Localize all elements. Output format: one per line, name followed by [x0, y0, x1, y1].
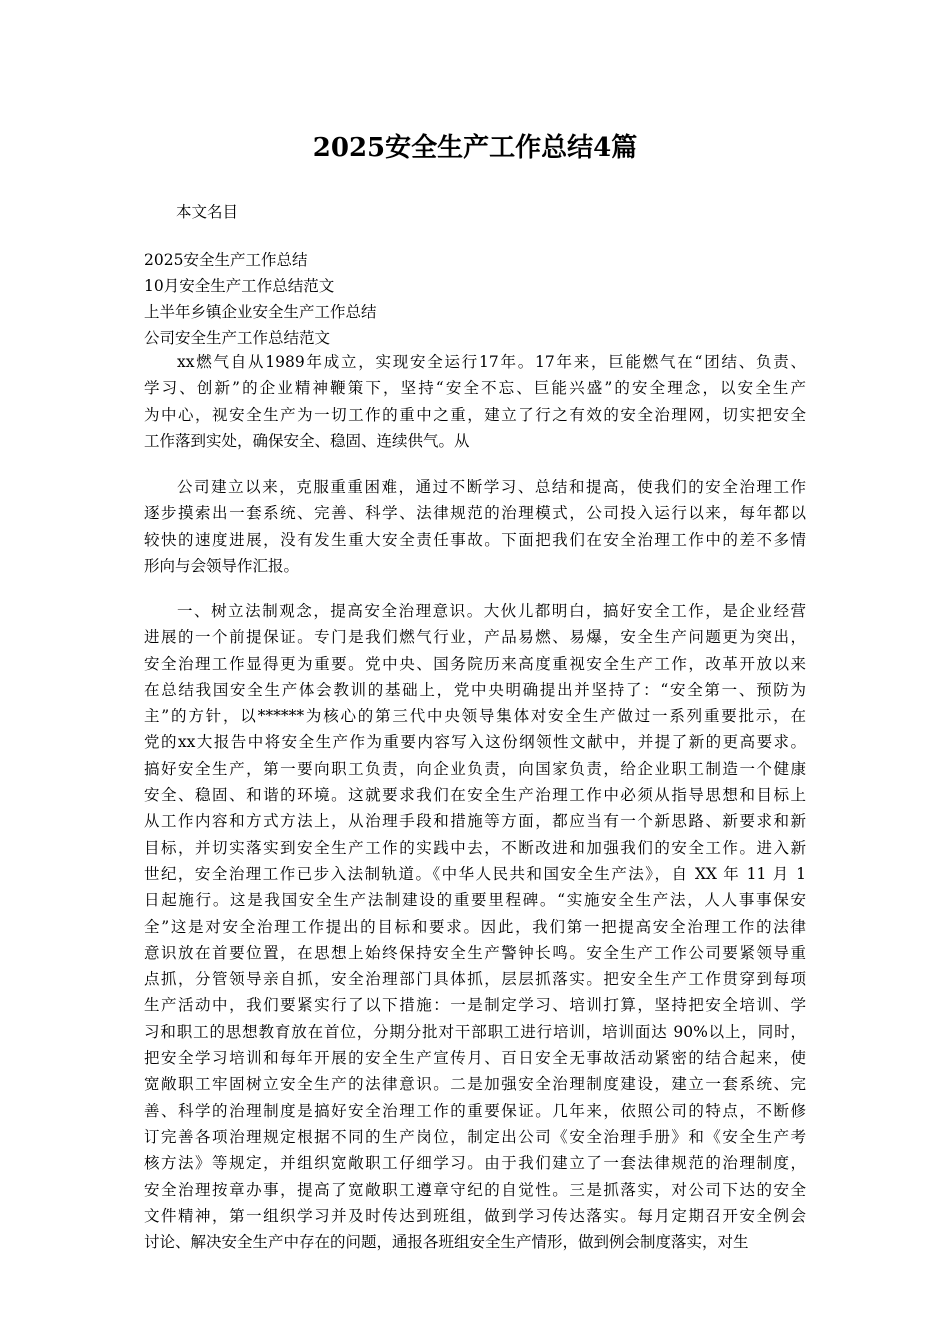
- table-of-contents: [144, 247, 814, 351]
- paragraph-line: 目标，并切实落实到安全生产工作的实践中去，不断改进和加强我们的安全工作。进入新: [144, 838, 806, 857]
- paragraph-line: 订完善各项治理规定根据不同的生产岗位，制定出公司《安全治理手册》和《安全生产考: [144, 1127, 806, 1146]
- paragraph-line: 从工作内容和方式方法上，从治理手段和措施等方面，都应当有一个新思路、新要求和新: [144, 812, 806, 831]
- paragraph-line: 较快的速度进展，没有发生重大安全责任事故。下面把我们在安全治理工作中的差不多情: [144, 530, 806, 549]
- toc-item[interactable]: 10月安全生产工作总结范文: [144, 277, 335, 295]
- paragraph-line: 公司建立以来，克服重重困难，通过不断学习、总结和提高，使我们的安全治理工作: [177, 478, 806, 496]
- paragraph-line: 形向与会领导作汇报。: [144, 556, 300, 575]
- paragraph-line: 安全治理工作显得更为重要。党中央、国务院历来高度重视安全生产工作，改革开放以来: [144, 654, 806, 673]
- paragraph-line: 全”这是对安全治理工作提出的目标和要求。因此，我们第一把提高安全治理工作的法律: [144, 917, 806, 936]
- paragraph-line: 搞好安全生产，第一要向职工负责，向企业负责，向国家负责，给企业职工制造一个健康: [144, 759, 806, 778]
- paragraph-line: 在总结我国安全生产体会教训的基础上，党中央明确提出并坚持了：“安全第一、预防为: [144, 680, 806, 699]
- body-paragraph: [144, 474, 806, 579]
- body-paragraph: [144, 349, 806, 454]
- paragraph-line: 主”的方针，以******为核心的第三代中央领导集体对安全生产做过一系列重要批示，在: [144, 707, 806, 726]
- paragraph-line: 意识放在首要位置，在思想上始终保持安全生产警钟长鸣。安全生产工作公司要紧领导重: [144, 943, 806, 962]
- paragraph-line: 讨论、解决安全生产中存在的问题，通报各班组安全生产情形，做到例会制度落实，对生: [144, 1233, 749, 1252]
- toc-item[interactable]: 公司安全生产工作总结范文: [144, 329, 331, 347]
- paragraph-line: 安全、稳固、和谐的环境。这就要求我们在安全生产治理工作中必须从指导思想和目标上: [144, 786, 806, 805]
- paragraph-line: 一、树立法制观念，提高安全治理意识。大伙儿都明白，搞好安全工作，是企业经营: [177, 602, 806, 620]
- paragraph-line: 逐步摸索出一套系统、完善、科学、法律规范的治理模式，公司投入运行以来，每年都以: [144, 504, 806, 523]
- paragraph-line: 工作落到实处，确保安全、稳固、连续供气。从: [144, 431, 470, 450]
- paragraph-line: 日起施行。这是我国安全生产法制建设的重要里程碑。“实施安全生产法，人人事事保安: [144, 891, 806, 910]
- paragraph-line: 安全治理按章办事，提高了宽敞职工遵章守纪的自觉性。三是抓落实，对公司下达的安全: [144, 1180, 806, 1199]
- toc-label: 本文名目: [176, 203, 239, 221]
- paragraph-line: 党的xx大报告中将安全生产作为重要内容写入这份纲领性文献中，并提了新的更高要求。: [144, 733, 806, 752]
- body-paragraph: [144, 598, 806, 1255]
- paragraph-line: 把安全学习培训和每年开展的安全生产宣传月、百日安全无事故活动紧密的结合起来，使: [144, 1049, 806, 1068]
- paragraph-line: xx燃气自从1989年成立，实现安全运行17年。17年来，巨能燃气在“团结、负责、: [177, 353, 806, 371]
- paragraph-line: 为中心，视安全生产为一切工作的重中之重，建立了行之有效的安全治理网，切实把安全: [144, 405, 806, 424]
- paragraph-line: 善、科学的治理制度是搞好安全治理工作的重要保证。几年来，依照公司的特点，不断修: [144, 1101, 806, 1120]
- paragraph-line: 点抓，分管领导亲自抓，安全治理部门具体抓，层层抓落实。把安全生产工作贯穿到每项: [144, 970, 806, 989]
- paragraph-line: 生产活动中，我们要紧实行了以下措施：一是制定学习、培训打算，坚持把安全培训、学: [144, 996, 806, 1015]
- toc-item[interactable]: 2025安全生产工作总结: [144, 251, 308, 269]
- paragraph-line: 宽敞职工牢固树立安全生产的法律意识。二是加强安全治理制度建设，建立一套系统、完: [144, 1075, 806, 1094]
- toc-item[interactable]: 上半年乡镇企业安全生产工作总结: [144, 303, 377, 321]
- document-title: 2025安全生产工作总结4篇: [312, 133, 638, 163]
- paragraph-line: 学习、创新”的企业精神鞭策下，坚持“安全不忘、巨能兴盛”的安全理念，以安全生产: [144, 379, 806, 398]
- paragraph-line: 进展的一个前提保证。专门是我们燃气行业，产品易燃、易爆，安全生产问题更为突出，: [144, 628, 806, 647]
- paragraph-line: 习和职工的思想教育放在首位，分期分批对干部职工进行培训，培训面达 90%以上，同时，: [144, 1022, 806, 1041]
- paragraph-line: 核方法》等规定，并组织宽敞职工仔细学习。由于我们建立了一套法律规范的治理制度，: [144, 1154, 806, 1173]
- paragraph-line: 世纪，安全治理工作已步入法制轨道。《中华人民共和国安全生产法》，自 XX 年 11 月 1: [144, 864, 806, 883]
- paragraph-line: 文件精神，第一组织学习并及时传达到班组，做到学习传达落实。每月定期召开安全例会: [144, 1206, 806, 1225]
